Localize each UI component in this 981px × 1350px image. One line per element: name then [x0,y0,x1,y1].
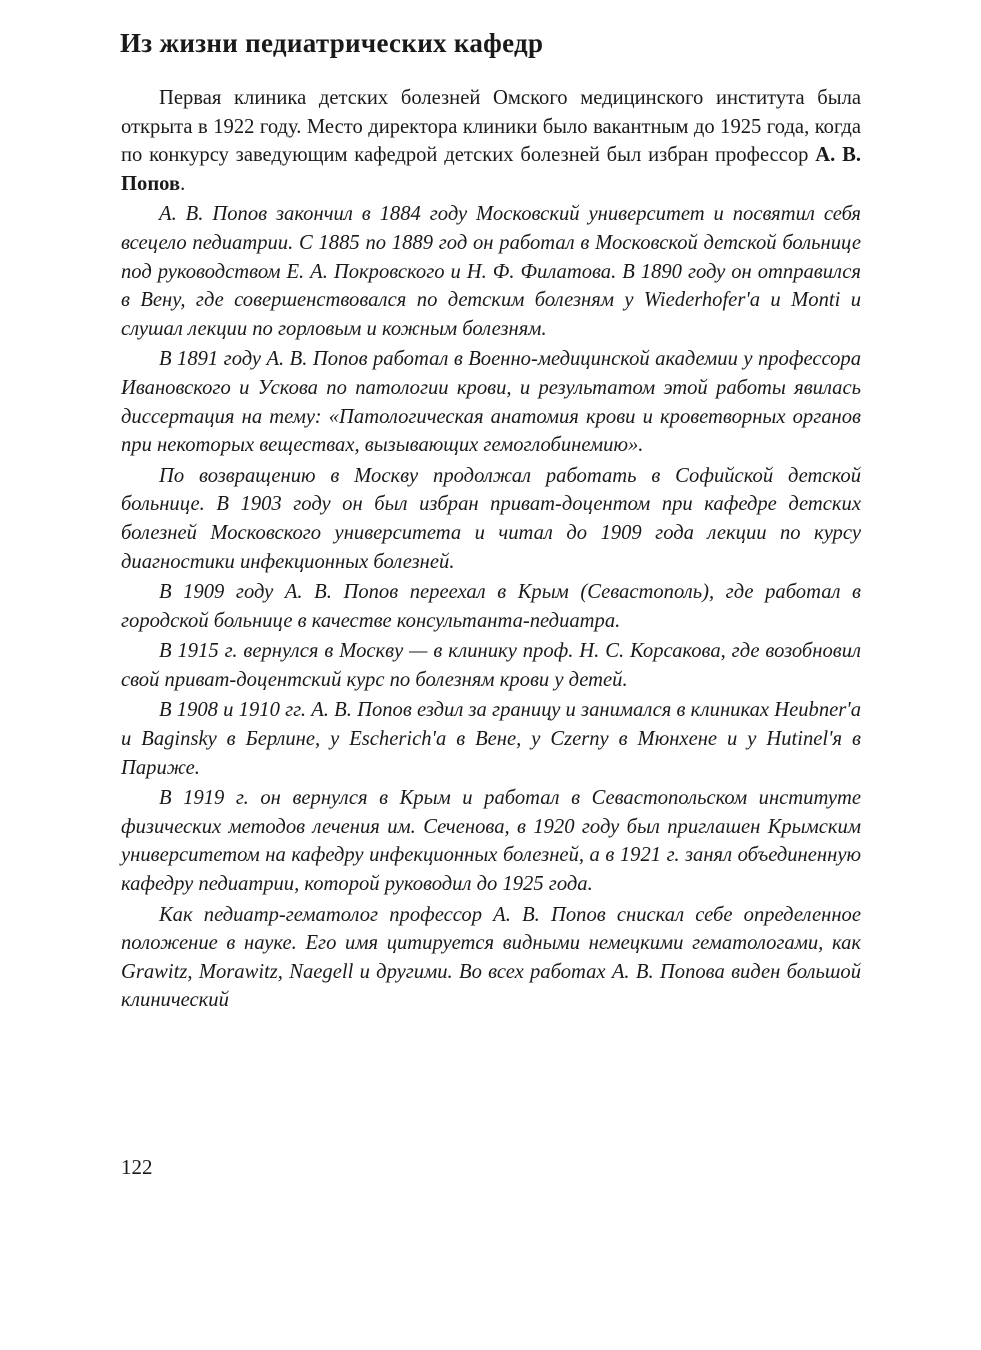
paragraph-academy: В 1891 году А. В. Попов работал в Военно-медицинской академии у профессора Ивановского и Ускова по патологии крови, и результатом этой работы явилась диссертация на тему: «Патологическая анатомия крови и кроветворных органов при некоторых веществах, вызывающих гемоглобинемию». [121,348,861,457]
paragraph-intro-tail: . [180,172,186,195]
paragraph-intro-text: Первая клиника детских болезней Омского медицинского института была открыта в 1922 году. Место директора клиники было вакантным до 1925 года, когда по конкурсу заведующим кафедрой детских болезней был избран профессор [121,87,861,167]
paragraph-intro [121,84,861,198]
paragraph-moscow-return: По возвращению в Москву продолжал работать в Софийской детской больнице. В 1903 году он был избран приват-доцентом при кафедре детских болезней Московского университета и читал до 1909 года лекции по курсу диагностики инфекционных болезней. [121,464,861,573]
paragraph-moscow-1915: В 1915 г. вернулся в Москву — в клинику проф. Н. С. Корсакова, где возобновил свой приват-доцентский курс по болезням крови у детей. [121,640,861,691]
paragraph-hematologist: Как педиатр-гематолог профессор А. В. Попов снискал себе определенное положение в науке. Его имя цитируется видными немецкими гематологами, как Grawitz, Morawitz, Naegell и другими. Во всех работах А. В. Попова виден большой клинический [121,903,861,1012]
body-text [121,84,861,1017]
paragraph-crimea-1919: В 1919 г. он вернулся в Крым и работал в Севастопольском институте физических методов лечения им. Сеченова, в 1920 году был приглашен Крымским университетом на кафедру инфекционных болезней, а в 1921 г. занял объединенную кафедру педиатрии, которой руководил до 1925 года. [121,787,861,896]
paragraph-abroad: В 1908 и 1910 гг. А. В. Попов ездил за границу и занимался в клиниках Heubner'а и Baginsky в Берлине, у Escherich'а в Вене, у Czerny в Мюнхене и у Hutinel'я в Париже. [121,699,861,779]
section-heading: Из жизни педиатрических кафедр [120,28,544,58]
page-number: 122 [121,1155,153,1179]
professor-name: А. В. Попов [121,144,861,195]
paragraph-education: А. В. Попов закончил в 1884 году Московский университет и посвятил себя всецело педиатрии. С 1885 по 1889 год он работал в Московской детской больнице под руководством Е. А. Покровского и Н. Ф. Филатова. В 1890 году он отправился в Вену, где совершенствовался по детским болезням у Wiederhofer'а и Monti и слушал лекции по горловым и кожным болезням. [121,203,861,340]
paragraph-crimea-1909: В 1909 году А. В. Попов переехал в Крым (Севастополь), где работал в городской больнице в качестве консультанта-педиатра. [121,581,861,632]
